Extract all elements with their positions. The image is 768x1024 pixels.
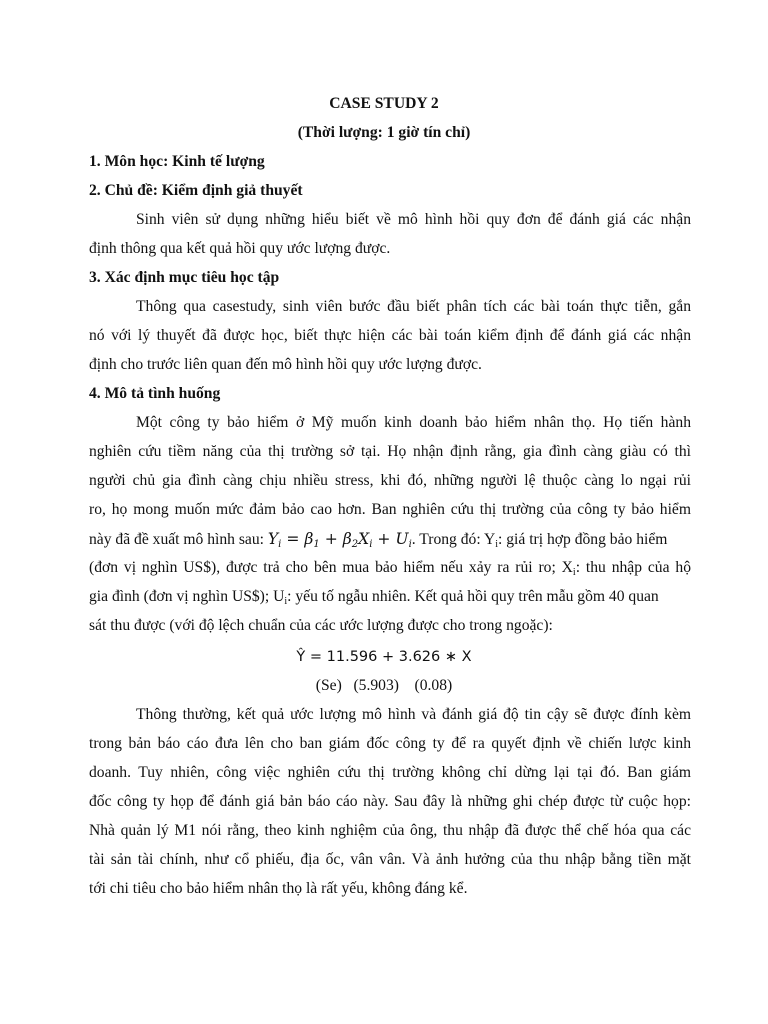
- section-2-line: định thông qua kết quả hồi quy ước lượng được.: [89, 240, 391, 257]
- paragraph-line: tới chi tiêu cho bảo hiểm nhân thọ là rất yếu, không đáng kể.: [89, 880, 468, 897]
- paragraph-line: Thông thường, kết quả ước lượng mô hình và đánh giá độ tin cậy sẽ được đính kèm: [136, 706, 691, 723]
- section-4-line: nghiên cứu tiềm năng của thị trường sở tại. Họ nhận định rằng, gia đình càng giàu có thì: [89, 443, 691, 460]
- paragraph-line: đốc công ty họp để đánh giá bản báo cáo này. Sau đây là những ghi chép được từ cuộc họp:: [89, 793, 691, 810]
- paragraph-line: Nhà quản lý M1 nói rằng, theo kinh nghiệm của ông, thu nhập đã được thể chế hóa qua các: [89, 822, 691, 839]
- section-1-title: 1. Môn học: Kinh tế lượng: [89, 153, 265, 170]
- section-3-title: 3. Xác định mục tiêu học tập: [89, 269, 280, 286]
- section-3-line: định cho trước liên quan đến mô hình hồi quy ước lượng được.: [89, 356, 482, 373]
- standard-errors: (Se) (5.903) (0.08): [315, 677, 453, 694]
- section-4-line: gia đình (đơn vị nghìn US$); $U_i$: yếu tố ngẫu nhiên. Kết quả hồi quy trên mẫu gồm 40 quan: [89, 588, 659, 607]
- paragraph-line: doanh. Tuy nhiên, công việc nghiên cứu thị trường không chỉ dừng lại tại đó. Ban giám: [89, 764, 691, 781]
- section-4-title: 4. Mô tả tình huống: [89, 385, 221, 402]
- section-4-line: Một công ty bảo hiểm ở Mỹ muốn kinh doanh bảo hiểm nhân thọ. Họ tiến hành: [136, 414, 691, 431]
- paragraph-line: tài sản tài chính, như cổ phiếu, địa ốc, vân vân. Và ảnh hưởng của thu nhập bằng tiền mặt: [89, 851, 691, 868]
- section-3-line: nó với lý thuyết đã được học, biết thực hiện các bài toán kiểm định để đánh giá các nhận: [89, 327, 691, 344]
- section-4-line: người chủ gia đình càng chịu nhiều stress, khi đó, những người lệ thuộc càng lo ngại rủi: [89, 472, 691, 489]
- section-2-line: Sinh viên sử dụng những hiểu biết về mô hình hồi quy đơn để đánh giá các nhận: [136, 211, 691, 228]
- section-4-line: ro, họ mong muốn mức đảm bảo cao hơn. Ban nghiên cứu thị trường của công ty bảo hiểm: [89, 501, 691, 518]
- case-title: CASE STUDY 2: [329, 95, 439, 112]
- regression-model: $Y_i = \beta_1 + \beta_2X_i + U_i$: [267, 530, 412, 550]
- estimated-equation: Ŷ = 11.596 + 3.626 ∗ X: [296, 649, 472, 665]
- section-2-title: 2. Chủ đề: Kiểm định giả thuyết: [89, 182, 303, 199]
- section-4-line: sát thu được (với độ lệch chuẩn của các ước lượng được cho trong ngoặc):: [89, 617, 553, 634]
- section-3-line: Thông qua casestudy, sinh viên bước đầu biết phân tích các bài toán thực tiễn, gắn: [136, 298, 691, 315]
- model-line: này đã đề xuất mô hình sau: $Y_i = \beta_1 + \beta_2X_i + U_i$. Trong đó: $Y_i$: giá trị hợp đồng bảo hiểm: [89, 530, 668, 550]
- section-4-line: (đơn vị nghìn US$), được trả cho bên mua bảo hiểm nếu xảy ra rủi ro; $X_i$: thu nhập của hộ: [89, 559, 691, 578]
- paragraph-line: trong bản báo cáo đưa lên cho ban giám đốc công ty để ra quyết định về chiến lược kinh: [89, 735, 691, 752]
- duration: (Thời lượng: 1 giờ tín chỉ): [297, 124, 471, 141]
